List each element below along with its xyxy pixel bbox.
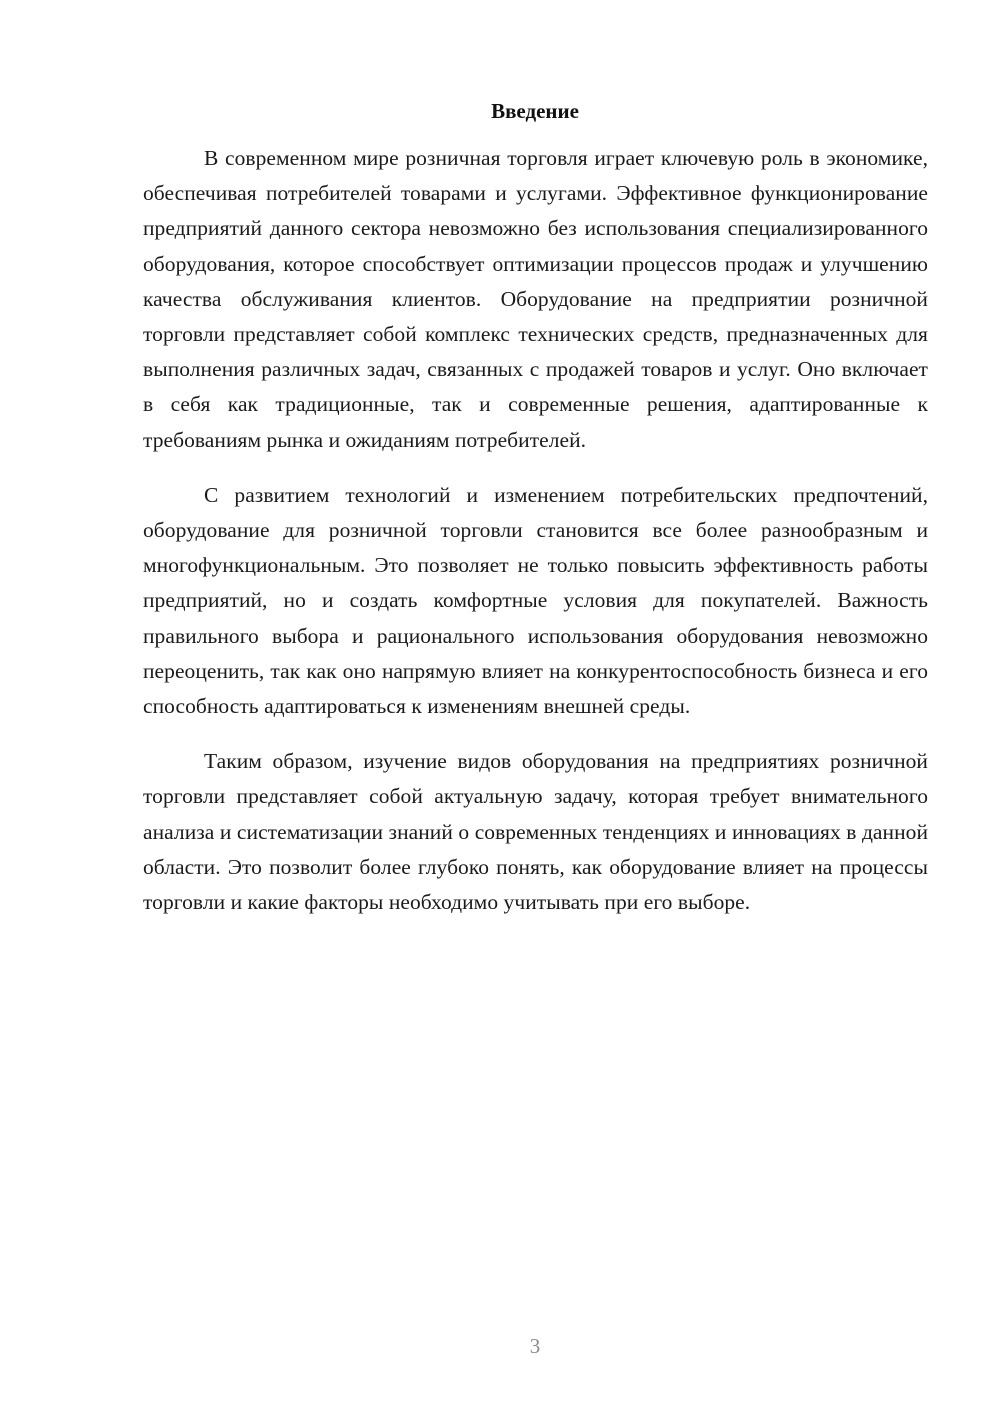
paragraph-2: С развитием технологий и изменением потребительских предпочтений, оборудование для розничной торговли становится все более разнообразным и многофункциональным. Это позволяет не только повысить эффективность работы предприятий, но и создать комфортные условия для покупателей. Важность правильного выбора и рационального использования оборудования невозможно переоценить, так как оно напрямую влияет на конкурентоспособность бизнеса и его способность адаптироваться к изменениям внешней среды.: [143, 482, 928, 719]
paragraph-1: В современном мире розничная торговля играет ключевую роль в экономике, обеспечивая потребителей товарами и услугами. Эффективное функционирование предприятий данного сектора невозможно без использования специализированного оборудования, которое способствует оптимизации процессов продаж и улучшению качества обслуживания клиентов. Оборудование на предприятии розничной торговли представляет собой комплекс технических средств, предназначенных для выполнения различных задач, связанных с продажей товаров и услуг. Оно включает в себя как традиционные, так и современные решения, адаптированные к требованиям рынка и ожиданиям потребителей.: [143, 146, 928, 452]
section-title: Введение: [491, 99, 579, 123]
page-number: 3: [529, 1334, 541, 1358]
paragraph-3: Таким образом, изучение видов оборудования на предприятиях розничной торговли представляет собой актуальную задачу, которая требует внимательного анализа и систематизации знаний о современных тенденциях и инновациях в данной области. Это позволит более глубоко понять, как оборудование влияет на процессы торговли и какие факторы необходимо учитывать при его выборе.: [143, 749, 928, 915]
body-text: [143, 141, 928, 920]
